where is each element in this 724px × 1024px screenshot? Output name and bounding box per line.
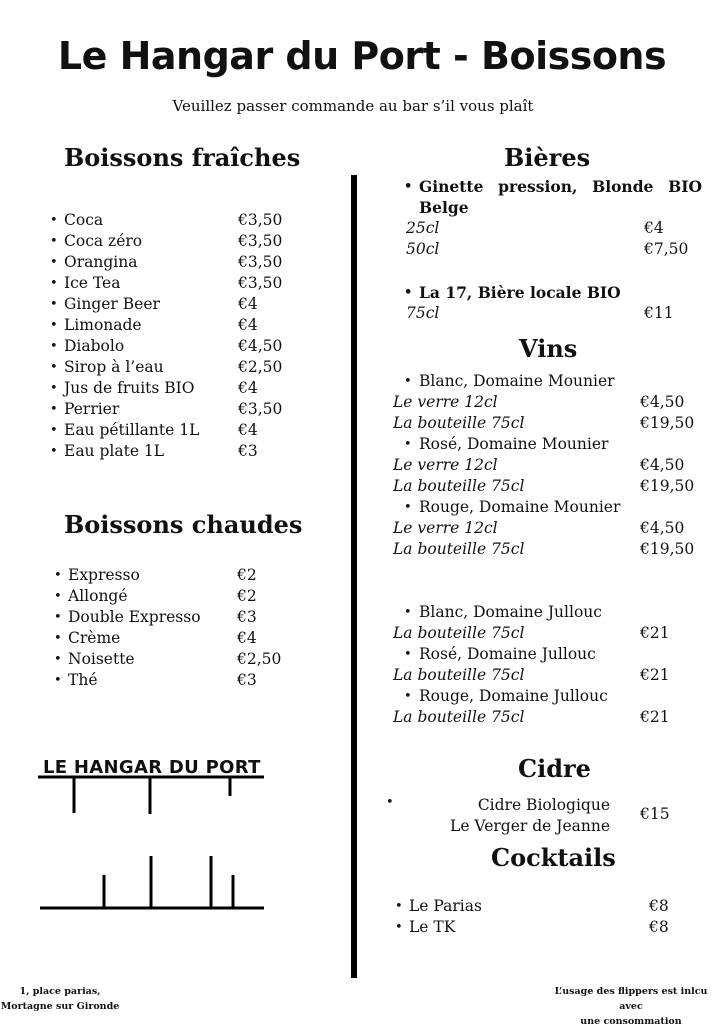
beer-name-line: Belge (419, 198, 469, 217)
size-row (392, 303, 702, 324)
section-title-cocktails: Cocktails (491, 843, 616, 872)
item-name: Eau pétillante 1L (64, 421, 200, 439)
bullet: • (54, 631, 62, 646)
wine-name (392, 644, 702, 665)
list-item (50, 231, 300, 252)
footer-address (0, 984, 120, 1014)
logo-text: LE HANGAR DU PORT (43, 757, 261, 778)
size-row (392, 518, 702, 539)
list-item (50, 315, 300, 336)
note-line: L’usage des flippers est inlcu avec (554, 986, 708, 1012)
size-price: €7,50 (644, 240, 689, 258)
beer-name-line: La 17, Bière locale BIO (419, 283, 621, 302)
list-item (50, 441, 300, 462)
bullet: • (404, 285, 413, 300)
size-label: La bouteille 75cl (393, 708, 525, 726)
size-price: €19,50 (640, 477, 695, 495)
spacer (392, 260, 702, 282)
list-item (50, 273, 300, 294)
item-name: Limonade (64, 316, 142, 334)
size-row (392, 476, 702, 497)
item-price: €4 (238, 295, 258, 313)
item-name: Double Expresso (68, 608, 201, 626)
item-name: Noisette (68, 650, 135, 668)
item-price: €3 (237, 671, 257, 689)
size-row (392, 707, 702, 728)
bullet: • (386, 795, 394, 810)
cocktails-list (395, 896, 675, 938)
size-row (392, 218, 702, 239)
bullet: • (54, 652, 62, 667)
size-price: €19,50 (640, 414, 695, 432)
address-line: Mortagne sur Gironde (0, 1001, 120, 1012)
item-price: €4 (237, 629, 257, 647)
item-price: €4 (238, 421, 258, 439)
wine-name (392, 497, 702, 518)
size-label: La bouteille 75cl (393, 540, 525, 558)
boissons-fraiches-list (50, 210, 300, 462)
item-name: Le TK (409, 918, 456, 936)
wine-name-label: Rouge, Domaine Jullouc (419, 687, 608, 705)
size-price: €21 (640, 624, 670, 642)
wine-name (392, 371, 702, 392)
item-name: Ginger Beer (64, 295, 160, 313)
size-label: 50cl (406, 240, 440, 258)
size-price: €21 (640, 666, 670, 684)
bullet: • (395, 899, 403, 914)
item-price: €3,50 (238, 400, 283, 418)
beer-name (392, 282, 702, 303)
bieres-list (392, 176, 702, 324)
item-name: Ice Tea (64, 274, 121, 292)
item-price: €4 (238, 379, 258, 397)
size-price: €11 (644, 304, 674, 322)
beer-name (392, 176, 702, 197)
list-item (395, 896, 675, 917)
wine-name-label: Blanc, Domaine Mounier (419, 372, 615, 390)
bullet: • (50, 360, 58, 375)
list-item (50, 336, 300, 357)
section-title-cidre: Cidre (518, 754, 591, 783)
bullet: • (50, 297, 58, 312)
bullet: • (395, 920, 403, 935)
item-price: €3,50 (238, 232, 283, 250)
wine-name-label: Rosé, Domaine Mounier (419, 435, 609, 453)
list-item (50, 252, 300, 273)
size-row (392, 392, 702, 413)
list-item (50, 378, 300, 399)
size-row (392, 539, 702, 560)
beer-name-line: Ginette pression, Blonde BIO (419, 177, 702, 196)
item-name: Eau plate 1L (64, 442, 165, 460)
item-name: Jus de fruits BIO (64, 379, 195, 397)
wine-name-label: Rosé, Domaine Jullouc (419, 645, 596, 663)
bullet: • (54, 673, 62, 688)
item-price: €3,50 (238, 253, 283, 271)
bullet: • (50, 339, 58, 354)
bullet: • (54, 610, 62, 625)
item-name: Diabolo (64, 337, 125, 355)
boissons-chaudes-list (54, 565, 304, 691)
section-title-vins: Vins (519, 334, 578, 363)
footer-note (545, 984, 717, 1024)
size-price: €21 (640, 708, 670, 726)
wine-name (392, 686, 702, 707)
wine-name-label: Rouge, Domaine Mounier (419, 498, 621, 516)
item-price: €4,50 (238, 337, 283, 355)
section-title-bieres: Bières (504, 143, 591, 172)
item-name: Crème (68, 629, 121, 647)
bullet: • (404, 500, 412, 515)
bullet: • (50, 276, 58, 291)
list-item (54, 670, 304, 691)
bullet: • (404, 689, 412, 704)
bullet: • (50, 381, 58, 396)
item-price: €3 (238, 442, 258, 460)
cidre-name (430, 795, 610, 837)
section-title-boissons-chaudes: Boissons chaudes (64, 510, 303, 539)
item-price: €8 (649, 918, 669, 936)
size-price: €4,50 (640, 393, 685, 411)
list-item (54, 565, 304, 586)
bullet: • (50, 423, 58, 438)
vins-jullouc-list (392, 602, 702, 728)
list-item (54, 586, 304, 607)
size-label: La bouteille 75cl (393, 477, 525, 495)
size-label: La bouteille 75cl (393, 414, 525, 432)
list-item (54, 607, 304, 628)
item-price: €2 (237, 566, 257, 584)
bullet: • (404, 605, 412, 620)
bullet: • (404, 179, 413, 194)
size-label: Le verre 12cl (393, 393, 498, 411)
size-row (392, 239, 702, 260)
size-row (392, 665, 702, 686)
size-label: Le verre 12cl (393, 456, 498, 474)
item-price: €3,50 (238, 274, 283, 292)
column-divider (351, 175, 357, 978)
item-price: €8 (649, 897, 669, 915)
list-item (50, 357, 300, 378)
size-price: €19,50 (640, 540, 695, 558)
bullet: • (404, 374, 412, 389)
item-price: €3 (237, 608, 257, 626)
bullet: • (404, 647, 412, 662)
size-label: 25cl (406, 219, 440, 237)
bullet: • (50, 402, 58, 417)
item-price: €2 (237, 587, 257, 605)
cidre-name-line1: Cidre Biologique (477, 796, 610, 814)
item-name: Coca (64, 211, 104, 229)
bullet: • (50, 213, 58, 228)
list-item (50, 420, 300, 441)
logo-graphic (38, 774, 270, 914)
item-price: €4 (238, 316, 258, 334)
bullet: • (50, 444, 58, 459)
size-label: Le verre 12cl (393, 519, 498, 537)
cidre-price: €15 (640, 805, 670, 823)
size-row (392, 455, 702, 476)
item-name: Coca zéro (64, 232, 143, 250)
item-price: €3,50 (238, 211, 283, 229)
bullet: • (50, 255, 58, 270)
size-price: €4,50 (640, 456, 685, 474)
wine-name (392, 434, 702, 455)
size-label: La bouteille 75cl (393, 624, 525, 642)
item-name: Perrier (64, 400, 120, 418)
size-price: €4,50 (640, 519, 685, 537)
bullet: • (54, 589, 62, 604)
item-name: Allongé (68, 587, 128, 605)
bullet: • (54, 568, 62, 583)
list-item (395, 917, 675, 938)
list-item (54, 649, 304, 670)
cidre-name-line2: Le Verger de Jeanne (450, 817, 610, 835)
size-row (392, 413, 702, 434)
wine-name-label: Blanc, Domaine Jullouc (419, 603, 602, 621)
item-name: Le Parias (409, 897, 482, 915)
list-item (50, 294, 300, 315)
item-price: €2,50 (237, 650, 282, 668)
page-subtitle: Veuillez passer commande au bar s’il vous plaît (172, 97, 534, 115)
page-title: Le Hangar du Port - Boissons (57, 34, 667, 78)
vins-mounier-list (392, 371, 702, 560)
wine-name (392, 602, 702, 623)
size-row (392, 623, 702, 644)
list-item (50, 399, 300, 420)
item-name: Expresso (68, 566, 140, 584)
item-name: Thé (68, 671, 98, 689)
beer-name-continued (392, 197, 702, 218)
size-label: 75cl (406, 304, 440, 322)
section-title-boissons-fraiches: Boissons fraîches (64, 143, 301, 172)
bullet: • (404, 437, 412, 452)
note-line: une consommation (580, 1016, 682, 1024)
address-line: 1, place parias, (19, 986, 101, 997)
bullet: • (50, 234, 58, 249)
item-name: Sirop à l’eau (64, 358, 164, 376)
item-price: €2,50 (238, 358, 283, 376)
list-item (50, 210, 300, 231)
item-name: Orangina (64, 253, 138, 271)
size-price: €4 (644, 219, 664, 237)
list-item (54, 628, 304, 649)
size-label: La bouteille 75cl (393, 666, 525, 684)
bullet: • (50, 318, 58, 333)
